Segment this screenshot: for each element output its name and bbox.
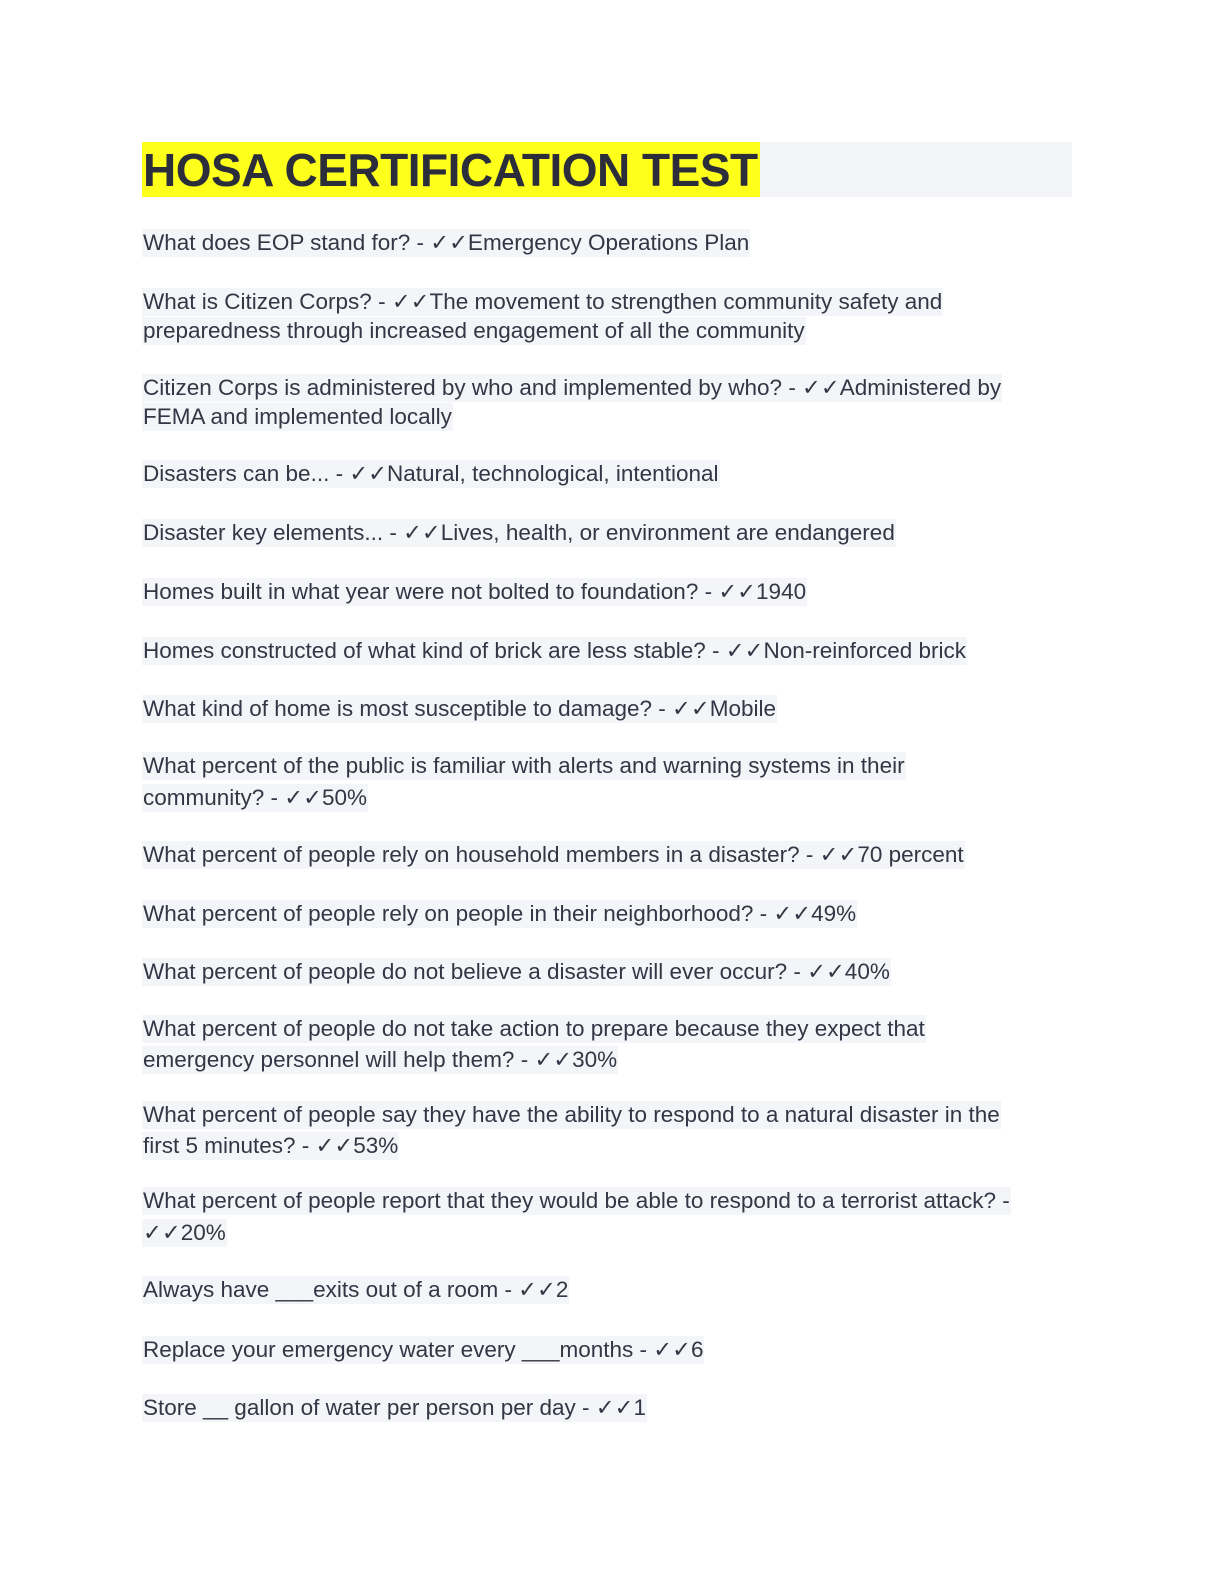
qa-item: [142, 459, 720, 488]
qa-item: [142, 750, 906, 814]
qa-item: [142, 840, 965, 869]
qa-line: ✓✓20%: [143, 1220, 226, 1245]
qa-line: FEMA and implemented locally: [143, 404, 452, 429]
qa-item: [142, 287, 943, 345]
qa-line: What does EOP stand for? - ✓✓Emergency Operations Plan: [143, 230, 750, 255]
qa-line: What percent of people say they have the ability to respond to a natural disaster in the: [143, 1102, 1000, 1127]
qa-item: [142, 1013, 926, 1075]
qa-item: [142, 957, 891, 986]
qa-line: Store __ gallon of water per person per day - ✓✓1: [143, 1395, 646, 1420]
qa-item: [142, 577, 807, 606]
qa-item: [142, 694, 777, 723]
qa-line: What percent of people report that they would be able to respond to a terrorist attack? -: [143, 1188, 1010, 1213]
qa-item: [142, 1099, 1001, 1161]
qa-line: Replace your emergency water every ___months - ✓✓6: [143, 1337, 704, 1362]
qa-item: [142, 636, 967, 665]
qa-line: Citizen Corps is administered by who and implemented by who? - ✓✓Administered by: [143, 375, 1002, 400]
qa-line: What kind of home is most susceptible to damage? - ✓✓Mobile: [143, 696, 776, 721]
qa-item: [142, 518, 896, 547]
qa-item: [142, 1185, 1011, 1249]
qa-line: What percent of people do not take action to prepare because they expect that: [143, 1016, 925, 1041]
qa-line: emergency personnel will help them? - ✓✓30%: [143, 1047, 618, 1072]
qa-line: Homes constructed of what kind of brick are less stable? - ✓✓Non-reinforced brick: [143, 638, 967, 663]
qa-line: community? - ✓✓50%: [143, 785, 368, 810]
page-title: HOSA CERTIFICATION TEST: [143, 144, 758, 196]
qa-item: [142, 1393, 647, 1422]
qa-line: What is Citizen Corps? - ✓✓The movement to strengthen community safety and: [143, 289, 943, 314]
qa-item: [142, 1275, 569, 1304]
qa-line: Disasters can be... - ✓✓Natural, technological, intentional: [143, 461, 719, 486]
qa-item: [142, 373, 1002, 431]
qa-line: preparedness through increased engagement of all the community: [143, 318, 805, 343]
qa-line: Homes built in what year were not bolted to foundation? - ✓✓1940: [143, 579, 807, 604]
qa-line: Always have ___exits out of a room - ✓✓2: [143, 1277, 569, 1302]
qa-line: What percent of the public is familiar with alerts and warning systems in their: [143, 753, 905, 778]
qa-line: Disaster key elements... - ✓✓Lives, health, or environment are endangered: [143, 520, 895, 545]
qa-item: [142, 1335, 704, 1364]
qa-item: [142, 228, 750, 257]
qa-line: What percent of people rely on household members in a disaster? - ✓✓70 percent: [143, 842, 964, 867]
qa-line: What percent of people rely on people in their neighborhood? - ✓✓49%: [143, 901, 857, 926]
qa-line: What percent of people do not believe a disaster will ever occur? - ✓✓40%: [143, 959, 890, 984]
qa-item: [142, 899, 857, 928]
qa-line: first 5 minutes? - ✓✓53%: [143, 1133, 399, 1158]
